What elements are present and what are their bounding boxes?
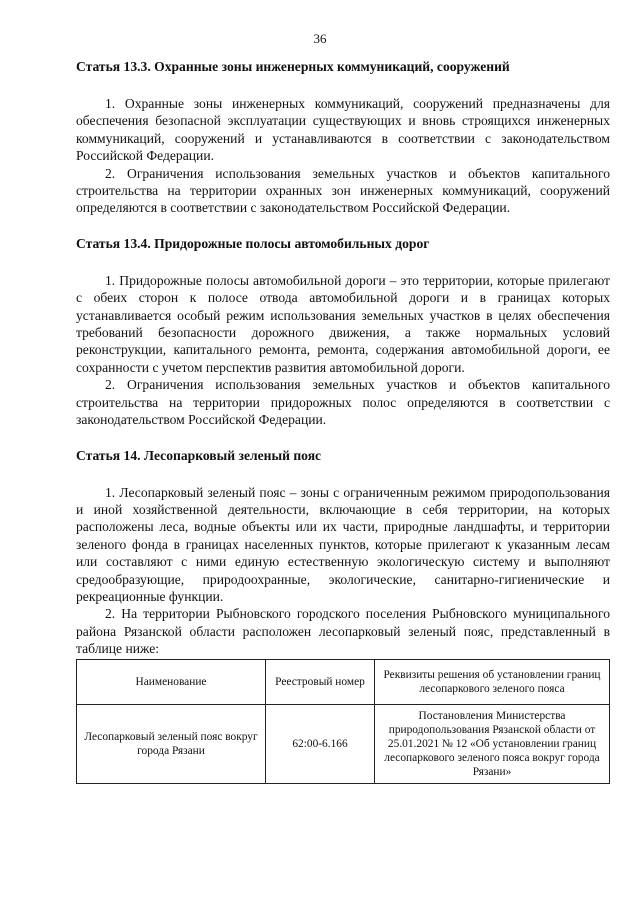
header-name: Наименование	[77, 659, 266, 704]
article-13-4-paragraph-2: 2. Ограничения использования земельных участков и объектов капитального строительства на территории придорожных полос определяются в соответствии с законодательством Российской Федерации.	[76, 377, 610, 428]
cell-registry-number: 62:00-6.166	[266, 704, 375, 783]
article-14-paragraph-1: 1. Лесопарковый зеленый пояс – зоны с ограниченным режимом природопользования и иной хозяйственной деятельности, включающие в себя территории, на которых расположены леса, водные объекты или их части, природные ландшафты, и территории зеленого фонда в границах населенных пунктов, которые прилегают к указанным лесам или составляют с ними единую естественную экологическую систему и выполняют средообразующие, природоохранные, экологические, санитарно-гигиенические и рекреационные функции.	[76, 484, 610, 604]
article-13-4-paragraph-1: 1. Придорожные полосы автомобильной дороги – это территории, которые прилегают с обеих сторон к полосе отвода автомобильной дороги и в границах которых устанавливается особый режим использования земельных участков в целях обеспечения требований безопасности дорожного движения, а также нормальных условий реконструкции, капитального ремонта, ремонта, содержания автомобильной дороги, ее сохранности с учетом перспектив развития автомобильной дороги.	[76, 272, 610, 375]
article-14-paragraph-2: 2. На территории Рыбновского городского поселения Рыбновского муниципального района Рязанской области расположен лесопарковый зеленый пояс, представленный в таблице ниже:	[76, 606, 610, 657]
article-13-4-heading: Статья 13.4. Придорожные полосы автомобильных дорог	[76, 235, 430, 251]
cell-decision-details: Постановления Министерства природопользования Рязанской области от 25.01.2021 № 12 «Об установлении границ лесопаркового зеленого пояса вокруг города Рязани»	[375, 704, 610, 783]
header-registry-number: Реестровый номер	[266, 659, 375, 704]
document-body	[76, 57, 610, 784]
header-decision-details: Реквизиты решения об установлении границ лесопаркового зеленого пояса	[375, 659, 610, 704]
cell-name: Лесопарковый зеленый пояс вокруг города Рязани	[77, 704, 266, 783]
article-14-heading: Статья 14. Лесопарковый зеленый пояс	[76, 447, 322, 463]
table-header-row	[77, 659, 610, 704]
page-number: 36	[313, 31, 327, 46]
table-row	[77, 704, 610, 783]
article-13-3-paragraph-1: 1. Охранные зоны инженерных коммуникаций, сооружений предназначены для обеспечения безопасной эксплуатации существующих и вновь строящихся инженерных коммуникаций, сооружений и устанавливаются в соответствии с законодательством Российской Федерации.	[76, 96, 610, 164]
article-13-3-heading: Статья 13.3. Охранные зоны инженерных коммуникаций, сооружений	[76, 59, 510, 74]
greenbelt-table	[76, 659, 610, 784]
article-13-3-paragraph-2: 2. Ограничения использования земельных участков и объектов капитального строительства на территории охранных зон инженерных коммуникаций, сооружений определяются в соответствии с законодательством Российской Федерации.	[76, 165, 610, 216]
